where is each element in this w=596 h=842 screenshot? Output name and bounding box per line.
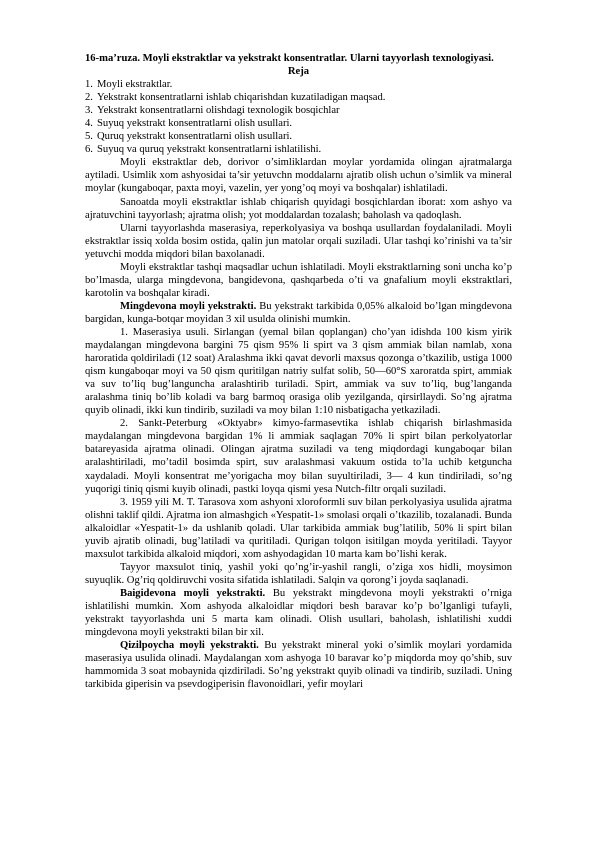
lecture-title: 16-ma’ruza. Moyli ekstraktlar va yekstrakt konsentratlar. Ularni tayyorlash texnologiyasi. bbox=[85, 53, 494, 64]
body-paragraph bbox=[85, 326, 512, 417]
plan-item-text: Suyuq va quruq yekstrakt konsentratlarni ishlatilishi. bbox=[97, 144, 322, 156]
plan-item bbox=[85, 91, 512, 104]
body-paragraph bbox=[85, 222, 512, 261]
section-heading: Baigidevona moyli yekstrakti. bbox=[120, 587, 266, 599]
plan-list bbox=[85, 78, 512, 156]
paragraph-text: Sanoatda moyli ekstraktlar ishlab chiqarish quyidagi bosqichlardan iborat: xom ashyo va ajratuvchini tayyorlash; ajratma olish; yot moddalardan tozalash; baholash va qadoqlash. bbox=[85, 196, 512, 221]
paragraph-text: 1. Maserasiya usuli. Sirlangan (yemal bilan qoplangan) cho’yan idishda 100 kism yirik maydalangan mingdevona bargini 75 qism 95% li spirt va 3 qism ammiak bilan namlab, xona haroratida qoldiriladi (12 soat) Aralashma ikki qavat devorli maxsus qozonga o’tkazilib, ustiga 1000 qism kungaboqar moyi va 50 qism quritilgan natriy sulfat solib, 50—60°S xaroratda spirt, ammiak va suv to’liq bug’languncha aralashtirib turiladi. Spirt, ammiak va suv to’liq, bug’langanda aralashma tiniq bo’lib koladi va barg barmoq orasiga olib yezilganda, qirsirllaydi. So’ng ajratma quyib olinadi, ikki kun tindirib, suziladi va moy bilan 1:10 nisbatigacha yetkaziladi. bbox=[85, 326, 512, 417]
paragraph-text: Bu yekstrakt tarkibida 0,05% alkaloid bo’lgan mingdevona bargidan, kunga-botqar moyidan 3 xil usulda olinishi mumkin. bbox=[85, 300, 512, 325]
body-paragraph bbox=[85, 261, 512, 300]
paragraph-text: 3. 1959 yili M. T. Tarasova xom ashyoni xloroformli suv bilan perkolyasiya usulida ajratma olishni taklif qildi. Ajratma ion almashgich «Yespatit-1» smolasi orqali o’tkazilib, tozalanadi. Bunda alkaloidlar «Yespatit-1» da ushlanib qoladi. Ular tarkibida ammiak bug’latilib, 50% li spirt bilan yuvib ajratib olinadi, bug’latiladi va quritiladi. Qurigan tolqon isitilgan moyda yeritiladi. Tayyor maxsulot tarkibida alkaloid miqdori, xom ashyodagidan 10 marta kam bo’lishi kerak. bbox=[85, 496, 512, 560]
plan-item-text: Moyli ekstraktlar. bbox=[97, 79, 173, 91]
plan-item bbox=[85, 130, 512, 143]
plan-heading: Reja bbox=[287, 66, 310, 78]
plan-item bbox=[85, 143, 512, 156]
section-heading: Mingdevona moyli yekstrakti. bbox=[120, 300, 257, 312]
paragraph-text: Bu yekstrakt mineral yoki o’simlik moylari yordamida maserasiya usulida olinadi. Maydalangan xom ashyoga 10 baravar ko’p miqdorda moy qo’shib, suv hammomida 3 soat mobaynida qizdiriladi. So’ng yekstrakt quyib olinadi va tindirib, suziladi. Uning tarkibida giperisin va psevdogiperisin flavonoidlari, yefir moylari bbox=[85, 640, 512, 691]
body-paragraph bbox=[85, 300, 512, 326]
plan-item-text: Yekstrakt konsentratlarni ishlab chiqarishdan kuzatiladigan maqsad. bbox=[97, 92, 386, 104]
plan-item-text: Suyuq yekstrakt konsentratlarni olish usullari. bbox=[97, 118, 293, 130]
plan-item-text: Yekstrakt konsentratlarni olishdagi texnologik bosqichlar bbox=[97, 105, 340, 117]
plan-item bbox=[85, 104, 512, 117]
plan-item-number: 5. bbox=[85, 131, 93, 143]
body-paragraph bbox=[85, 587, 512, 639]
plan-item bbox=[85, 78, 512, 91]
plan-item-text: Quruq yekstrakt konsentratlarni olish usullari. bbox=[97, 131, 293, 143]
paragraph-text: Ularni tayyorlashda maserasiya, reperkolyasiya va boshqa usullardan foydalaniladi. Moyli ekstraktlar issiq xolda bosim ostida, qalin jun matolar orqali suziladi. Ular tashqi ko’rinishi va ta’sir yetuvchi modda miqdori bilan baxolanadi. bbox=[85, 222, 512, 260]
paragraph-text: Tayyor maxsulot tiniq, yashil yoki qo’ng’ir-yashil rangli, o’ziga xos hidli, moysimon suyuqlik. Og’riq qoldiruvchi vosita sifatida ishlatiladi. Salqin va qorong’i joyda saqlanadi. bbox=[85, 561, 512, 586]
paragraph-text: Bu yekstrakt mingdevona moyli yekstrakti o’rniga ishlatilishi mumkin. Xom ashyoda alkaloidlar miqdori besh baravar ko’p bo’lganligi tufayli, yekstrakt tayyorlashda uni 5 marta kam olinadi. Olish usullari, baholash, ishlatilishi xuddi mingdevona moyli yekstrakti bilan bir xil. bbox=[85, 587, 512, 639]
plan-item-number: 3. bbox=[85, 105, 93, 117]
plan-item-number: 2. bbox=[85, 92, 93, 104]
body-paragraph bbox=[85, 496, 512, 561]
paragraph-text: Moyli ekstraktlar deb, dorivor o’simliklardan moylar yordamida olingan ajratmalarga aytiladi. Usimlik xom ashyosidai ta’sir yetuvchn moddalarnı ajratib olish uchun o’simlik va mineral moylar (kungaboqar, paxta moyi, vazelin, yer yong’oq moyi va boshqalar) ishlatiladi. bbox=[85, 157, 512, 195]
body-paragraph bbox=[85, 639, 512, 691]
paragraph-text: Moyli ekstraktlar tashqi maqsadlar uchun ishlatiladi. Moyli ekstraktlarning soni uncha ko’p bo’lmasda, ularga mingdevona, bangidevona, qashqarbeda o’ti va gnafalium moyli ekstraktlari, karotolin va boshqalar kiradi. bbox=[85, 261, 512, 299]
plan-item-number: 1. bbox=[85, 79, 93, 91]
section-heading: Qizilpoycha moyli yekstrakti. bbox=[120, 640, 259, 652]
body-paragraph bbox=[85, 561, 512, 587]
body-paragraph bbox=[85, 196, 512, 222]
document-body bbox=[85, 52, 512, 691]
plan-item-number: 6. bbox=[85, 144, 93, 156]
plan-item bbox=[85, 117, 512, 130]
body-text bbox=[85, 156, 512, 691]
paragraph-text: 2. Sankt-Peterburg «Oktyabr» kimyo-farmasevtika ishlab chiqarish birlashmasida maydalangan mingdevona bargidan 1% li ammiak saqlagan 70% li spirt bilan perkolyatorlar batareyasida ajratma olinadi. Olingan ajratma suziladi va teng miqdordagi kungaboqar bilan aralashtiriladi, mo’tadil bosimda spirt, suv aralashmasi vakuum ostida to’la uchib ketguncha xaydaladi. Moyli konsentrat me’yorigacha moy bilan suyultiriladi, 3— 4 kun tindiriladi, so’ng yuqorigi tiniq qismi kuyib olinadi, pastki loyqa qismi yesa Nutch-filtr orqali suziladi. bbox=[85, 418, 512, 495]
body-paragraph bbox=[85, 156, 512, 195]
plan-item-number: 4. bbox=[85, 118, 93, 130]
body-paragraph bbox=[85, 417, 512, 495]
